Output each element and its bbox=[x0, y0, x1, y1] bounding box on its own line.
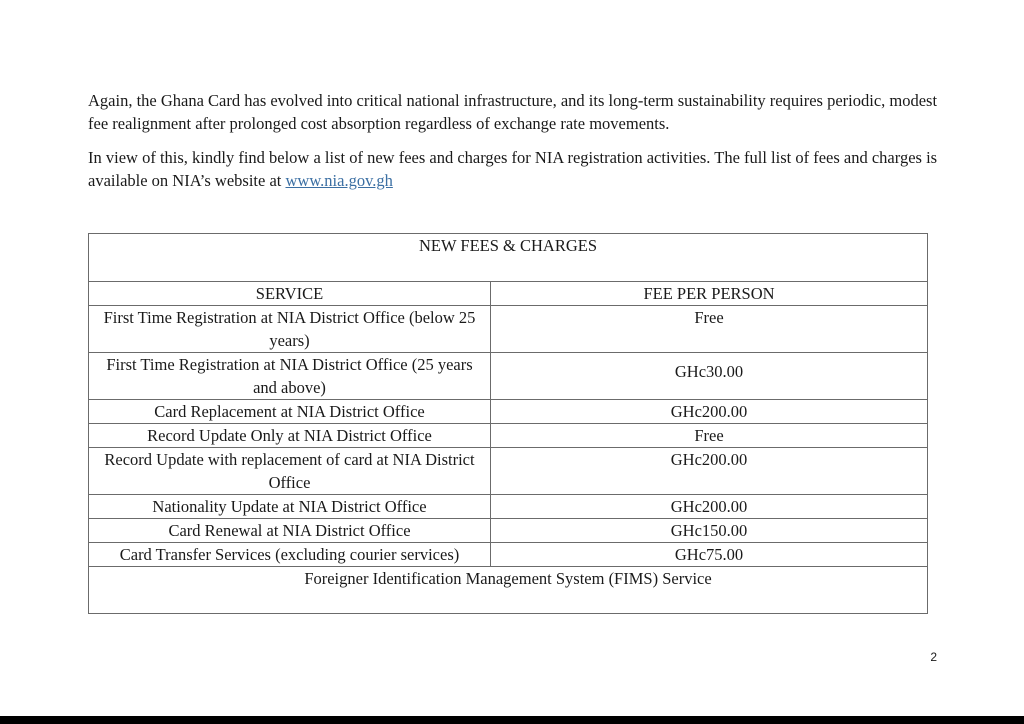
table-row bbox=[89, 448, 928, 495]
service-cell: Record Update Only at NIA District Office bbox=[89, 424, 491, 448]
table-title: NEW FEES & CHARGES bbox=[89, 234, 928, 282]
table-row bbox=[89, 400, 928, 424]
table-row bbox=[89, 543, 928, 567]
nia-website-link[interactable]: www.nia.gov.gh bbox=[285, 171, 393, 190]
service-cell: First Time Registration at NIA District Office (below 25 years) bbox=[89, 306, 491, 353]
service-header: SERVICE bbox=[89, 282, 491, 306]
fees-paragraph bbox=[88, 146, 948, 192]
fee-cell: GHc200.00 bbox=[491, 448, 928, 495]
fee-cell: GHc75.00 bbox=[491, 543, 928, 567]
fee-header: FEE PER PERSON bbox=[491, 282, 928, 306]
fee-cell: Free bbox=[491, 424, 928, 448]
table-row bbox=[89, 495, 928, 519]
fee-cell: GHc30.00 bbox=[491, 353, 928, 400]
service-cell: Nationality Update at NIA District Office bbox=[89, 495, 491, 519]
fee-cell: GHc200.00 bbox=[491, 400, 928, 424]
table-row bbox=[89, 306, 928, 353]
fees-paragraph-text: In view of this, kindly find below a list of new fees and charges for NIA registration activities. The full list of fees and charges is available on NIA’s website at bbox=[88, 148, 938, 190]
table-row bbox=[89, 519, 928, 543]
intro-paragraph: Again, the Ghana Card has evolved into critical national infrastructure, and its long-term sustainability requires periodic, modest fee realignment after prolonged cost absorption regardless of exchange rate movements. bbox=[88, 91, 938, 133]
table-row bbox=[89, 424, 928, 448]
fee-cell: GHc200.00 bbox=[491, 495, 928, 519]
fee-cell: Free bbox=[491, 306, 928, 353]
fims-section-heading: Foreigner Identification Management System (FIMS) Service bbox=[89, 567, 928, 614]
service-cell: First Time Registration at NIA District Office (25 years and above) bbox=[89, 353, 491, 400]
service-cell: Card Renewal at NIA District Office bbox=[89, 519, 491, 543]
page-number: 2 bbox=[930, 650, 937, 664]
service-cell: Card Replacement at NIA District Office bbox=[89, 400, 491, 424]
service-cell: Card Transfer Services (excluding courier services) bbox=[89, 543, 491, 567]
bottom-border-bar bbox=[0, 716, 1024, 724]
fee-cell: GHc150.00 bbox=[491, 519, 928, 543]
table-row bbox=[89, 353, 928, 400]
service-cell: Record Update with replacement of card at NIA District Office bbox=[89, 448, 491, 495]
fees-table bbox=[88, 233, 928, 614]
